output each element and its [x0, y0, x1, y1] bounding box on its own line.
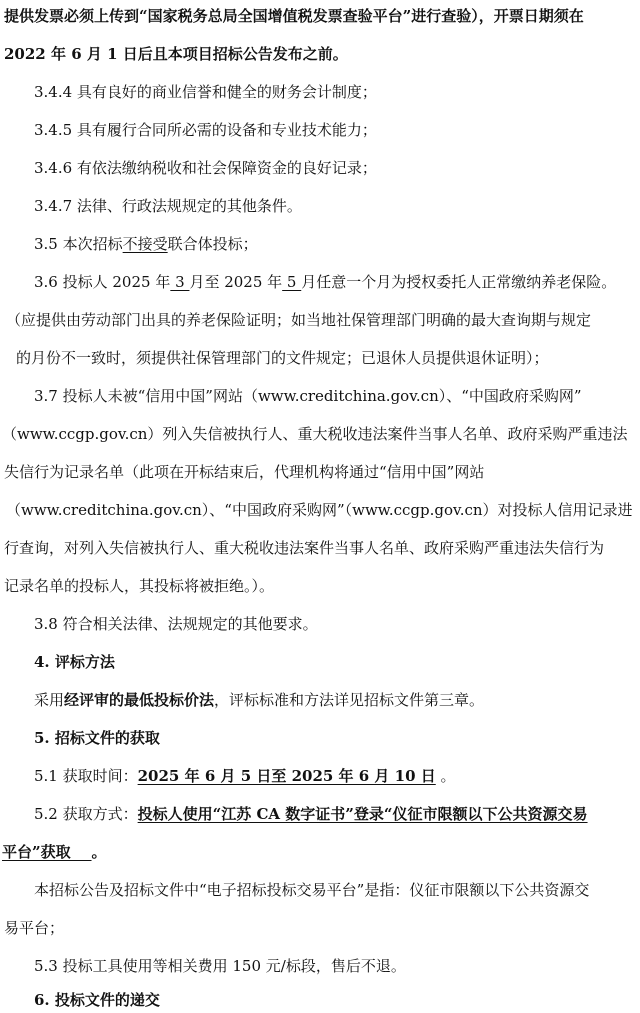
underlined-date: 2025 年 6 月 5 日至 2025 年 6 月 10 日: [137, 767, 436, 785]
clause-text: 5.2 获取方式：: [34, 805, 138, 823]
section-heading-6: 6. 投标文件的递交: [34, 991, 160, 1009]
clause-3-6: [34, 272, 616, 292]
clause-3-5: [34, 234, 258, 254]
clause-text: 3.5 本次招标: [34, 235, 123, 253]
section-heading-4: 4. 评标方法: [34, 653, 115, 671]
clause-3-4-6: 3.4.6 有依法缴纳税收和社会保障资金的良好记录；: [34, 159, 377, 177]
underlined-value: 不接受: [122, 235, 168, 253]
paragraph-line: 失信行为记录名单（此项在开标结束后，代理机构将通过“信用中国”网站: [4, 463, 485, 481]
paragraph-line: 的月份不一致时，须提供社保管理部门的文件规定；已退休人员提供退休证明）；: [16, 349, 549, 367]
bold-term: 经评审的最低投标价法: [64, 691, 215, 709]
clause-3-8: 3.8 符合相关法律、法规规定的其他要求。: [34, 615, 318, 633]
paragraph-line: 2022 年 6 月 1 日后且本项目招标公告发布之前。: [4, 45, 348, 63]
clause-3-4-7: 3.4.7 法律、行政法规规定的其他条件。: [34, 197, 302, 215]
clause-text: 月至 2025 年: [189, 273, 283, 291]
clause-text: 5.1 获取时间：: [34, 767, 138, 785]
underlined-month: 5: [282, 273, 302, 291]
paragraph-line: 易平台；: [4, 919, 65, 937]
paragraph-line: 提供发票必须上传到“国家税务总局全国增值税发票查验平台”进行查验），开票日期须在: [4, 7, 584, 25]
paragraph-line: 行查询，对列入失信被执行人、重大税收违法案件当事人名单、政府采购严重违法失信行为: [4, 539, 605, 557]
clause-text: 采用: [34, 691, 65, 709]
paragraph-line: （www.ccgp.gov.cn）列入失信被执行人、重大税收违法案件当事人名单、政府采购严重违法: [2, 425, 628, 443]
underlined-method: 投标人使用“江苏 CA 数字证书”登录“仪征市限额以下公共资源交易: [137, 805, 588, 823]
clause-5-2: [34, 804, 588, 824]
clause-text: 。: [91, 843, 107, 861]
paragraph-4: [34, 690, 484, 710]
clause-3-7: 3.7 投标人未被“信用中国”网站（www.creditchina.gov.cn）、“中国政府采购网”: [34, 387, 582, 405]
paragraph-line: （www.creditchina.gov.cn）、“中国政府采购网”（www.ccgp.gov.cn）对投标人信用记录进: [6, 501, 633, 519]
platform-paragraph: 本招标公告及招标文件中“电子招标投标交易平台”是指：仪征市限额以下公共资源交: [34, 881, 590, 899]
clause-3-4-5: 3.4.5 具有履行合同所必需的设备和专业技术能力；: [34, 121, 377, 139]
clause-text: 3.6 投标人 2025 年: [34, 273, 171, 291]
clause-5-1: [34, 766, 456, 786]
paragraph-line: 记录名单的投标人，其投标将被拒绝。）。: [4, 577, 275, 595]
clause-text: ，评标标准和方法详见招标文件第三章。: [214, 691, 485, 709]
underlined-month: 3: [170, 273, 190, 291]
clause-text: 月任意一个月为授权委托人正常缴纳养老保险。: [301, 273, 617, 291]
underlined-method: 平台”获取: [2, 843, 92, 861]
clause-text: 。: [435, 767, 456, 785]
paragraph-line: （应提供由劳动部门出具的养老保险证明；如当地社保管理部门明确的最大查询期与规定: [6, 311, 592, 329]
paragraph-line: [2, 842, 107, 862]
section-heading-5: 5. 招标文件的获取: [34, 729, 160, 747]
clause-3-4-4: 3.4.4 具有良好的商业信誉和健全的财务会计制度；: [34, 83, 377, 101]
clause-text: 联合体投标；: [167, 235, 258, 253]
clause-5-3: 5.3 投标工具使用等相关费用 150 元/标段，售后不退。: [34, 957, 406, 975]
